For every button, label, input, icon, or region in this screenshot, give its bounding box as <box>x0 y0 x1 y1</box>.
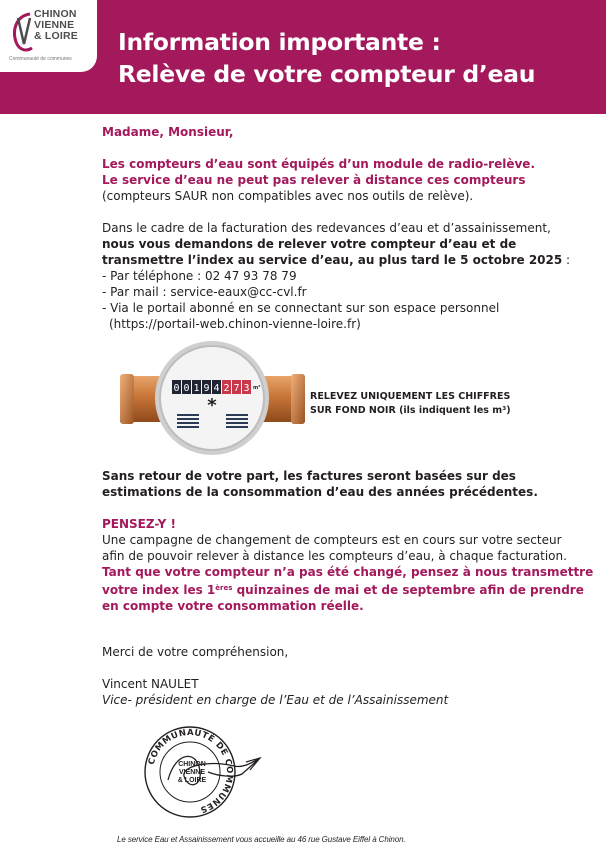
logo <box>0 0 97 72</box>
reminder-line-2: afin de pouvoir relever à distance les compteurs d’eau, à chaque facturation. <box>102 549 567 563</box>
para2-line-3: transmettre l’index au service d’eau, au plus tard le 5 octobre 2025 <box>102 253 563 267</box>
contact-portal-url[interactable]: (https://portail-web.chinon-vienne-loire.fr) <box>109 317 361 331</box>
logo-line-1: CHINON <box>34 8 77 20</box>
title-line-2: Relève de votre compteur d’eau <box>118 60 536 88</box>
meter-red-digit: 3 <box>243 383 250 394</box>
water-meter-illustration <box>120 340 305 455</box>
contact-mail[interactable]: - Par mail : service-eaux@cc-cvl.fr <box>102 285 307 299</box>
letter-body <box>102 124 572 332</box>
estimates-notice <box>102 468 582 500</box>
intro-line-2: Le service d’eau ne peut pas relever à distance ces compteurs <box>102 173 526 187</box>
reminder-purple-line-2: votre index les 1ères quinzaines de mai et de septembre afin de prendre <box>102 583 584 597</box>
reminder-purple-line-3: en compte votre consommation réelle. <box>102 599 364 613</box>
meter-red-digit: 2 <box>223 383 230 394</box>
meter-red-digit: 7 <box>233 383 240 394</box>
contact-portal: - Via le portail abonné en se connectant sur son espace personnel <box>102 301 500 315</box>
meter-caption-line-1: RELEVEZ UNIQUEMENT LES CHIFFRES <box>310 391 511 402</box>
closing-thanks: Merci de votre compréhension, <box>102 645 289 659</box>
meter-caption <box>310 390 511 418</box>
stamp-center-line-3: & LOIRE <box>177 777 207 784</box>
reminder-section <box>102 516 594 614</box>
signatory-role: Vice- président en charge de l’Eau et de l’Assainissement <box>102 693 449 707</box>
reminder-line-1: Une campagne de changement de compteurs est en cours sur votre secteur <box>102 533 562 547</box>
meter-asterisk-icon: * <box>207 395 217 416</box>
stamp-ring-text: COMMUNAUTÉ DE COMMUNES <box>146 727 235 815</box>
title-line-1: Information importante : <box>118 28 441 56</box>
meter-black-digit: 1 <box>193 383 200 394</box>
logo-line-2: VIENNE <box>34 19 75 31</box>
logo-subtitle: Communauté de communes <box>9 56 72 62</box>
page-title <box>118 26 535 90</box>
logo-line-3: & LOIRE <box>34 30 78 42</box>
logo-emblem-icon <box>10 8 36 54</box>
para2-colon: : <box>562 253 571 267</box>
header-banner <box>0 0 606 114</box>
greeting: Madame, Monsieur, <box>102 125 234 139</box>
intro-line-1: Les compteurs d’eau sont équipés d’un module de radio-relève. <box>102 157 535 171</box>
para2-line-1: Dans le cadre de la facturation des redevances d’eau et d’assainissement, <box>102 221 551 235</box>
logo-wordmark <box>34 9 94 42</box>
para2-line-2: nous vous demandons de relever votre compteur d’eau et de <box>102 237 517 251</box>
signatory-name: Vincent NAULET <box>102 677 199 691</box>
meter-black-digit: 9 <box>203 383 210 394</box>
meter-black-digit: 0 <box>173 383 180 394</box>
stamp-center-line-1: CHINON <box>178 761 206 768</box>
official-stamp <box>138 720 263 825</box>
meter-caption-line-2: SUR FOND NOIR (ils indiquent les m³) <box>310 405 511 416</box>
meter-black-digit: 4 <box>213 383 220 394</box>
reminder-heading: PENSEZ-Y ! <box>102 517 176 531</box>
meter-unit: m³ <box>253 385 261 391</box>
estimates-line-2: estimations de la consommation d’eau des années précédentes. <box>102 485 538 499</box>
stamp-center-line-2: VIENNE <box>178 769 206 776</box>
intro-note: (compteurs SAUR non compatibles avec nos outils de relève). <box>102 189 474 203</box>
footer-note: Le service Eau et Assainissement vous accueille au 46 rue Gustave Eiffel à Chinon. <box>117 835 406 844</box>
estimates-line-1: Sans retour de votre part, les factures seront basées sur des <box>102 469 516 483</box>
contact-phone: - Par téléphone : 02 47 93 78 79 <box>102 269 297 283</box>
reminder-superscript: ères <box>215 584 233 592</box>
reminder-purple-line-1: Tant que votre compteur n’a pas été changé, pensez à nous transmettre <box>102 565 594 579</box>
meter-black-digit: 0 <box>183 383 190 394</box>
